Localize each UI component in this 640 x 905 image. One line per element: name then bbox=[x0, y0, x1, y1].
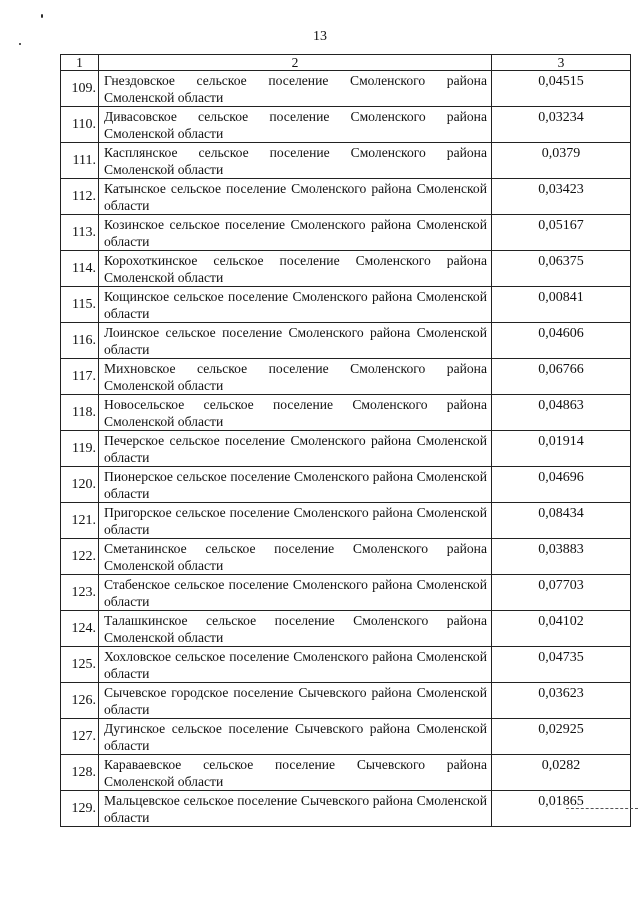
table-body bbox=[61, 71, 631, 827]
settlement-name-cell: Кощинское сельское поселение Смоленского района Смоленской области bbox=[99, 287, 492, 323]
row-number-cell: 117. bbox=[61, 359, 99, 395]
row-number-cell: 124. bbox=[61, 611, 99, 647]
table-row bbox=[61, 143, 631, 179]
row-number-cell: 126. bbox=[61, 683, 99, 719]
coefficient-value-cell: 0,04735 bbox=[492, 647, 631, 683]
row-number-cell: 110. bbox=[61, 107, 99, 143]
settlement-name-cell: Стабенское сельское поселение Смоленского района Смоленской области bbox=[99, 575, 492, 611]
coefficient-value-cell: 0,02925 bbox=[492, 719, 631, 755]
settlement-name-cell: Катынское сельское поселение Смоленского района Смоленской области bbox=[99, 179, 492, 215]
table-row bbox=[61, 323, 631, 359]
settlement-name-cell: Козинское сельское поселение Смоленского района Смоленской области bbox=[99, 215, 492, 251]
table-row bbox=[61, 791, 631, 827]
table-row bbox=[61, 755, 631, 791]
row-number-cell: 123. bbox=[61, 575, 99, 611]
settlement-name-cell: Михновское сельское поселение Смоленского района Смоленской области bbox=[99, 359, 492, 395]
settlement-name-cell: Дивасовское сельское поселение Смоленского района Смоленской области bbox=[99, 107, 492, 143]
row-number-cell: 119. bbox=[61, 431, 99, 467]
coefficient-value-cell: 0,04606 bbox=[492, 323, 631, 359]
table-row bbox=[61, 107, 631, 143]
settlement-name-cell: Дугинское сельское поселение Сычевского района Смоленской области bbox=[99, 719, 492, 755]
page-number: 13 bbox=[313, 29, 327, 44]
table-row bbox=[61, 719, 631, 755]
row-number-cell: 112. bbox=[61, 179, 99, 215]
coefficient-value-cell: 0,01865 bbox=[492, 791, 631, 827]
coefficient-value-cell: 0,04696 bbox=[492, 467, 631, 503]
coefficient-value-cell: 0,03623 bbox=[492, 683, 631, 719]
row-number-cell: 122. bbox=[61, 539, 99, 575]
row-number-cell: 118. bbox=[61, 395, 99, 431]
coefficient-value-cell: 0,03883 bbox=[492, 539, 631, 575]
settlement-name-cell: Гнездовское сельское поселение Смоленского района Смоленской области bbox=[99, 71, 492, 107]
allocation-table bbox=[60, 54, 631, 827]
scan-speck bbox=[19, 43, 21, 45]
table-row bbox=[61, 647, 631, 683]
settlement-name-cell: Сметанинское сельское поселение Смоленского района Смоленской области bbox=[99, 539, 492, 575]
coefficient-value-cell: 0,04515 bbox=[492, 71, 631, 107]
row-number-cell: 116. bbox=[61, 323, 99, 359]
row-number-cell: 109. bbox=[61, 71, 99, 107]
table-row bbox=[61, 467, 631, 503]
coefficient-value-cell: 0,05167 bbox=[492, 215, 631, 251]
column-header-name: 2 bbox=[99, 55, 492, 71]
table-header-row bbox=[61, 55, 631, 71]
table-row bbox=[61, 503, 631, 539]
table-row bbox=[61, 359, 631, 395]
coefficient-value-cell: 0,00841 bbox=[492, 287, 631, 323]
table-row bbox=[61, 287, 631, 323]
settlement-name-cell: Новосельское сельское поселение Смоленского района Смоленской области bbox=[99, 395, 492, 431]
row-number-cell: 120. bbox=[61, 467, 99, 503]
column-header-number: 1 bbox=[61, 55, 99, 71]
row-number-cell: 129. bbox=[61, 791, 99, 827]
settlement-name-cell: Пионерское сельское поселение Смоленского района Смоленской области bbox=[99, 467, 492, 503]
row-number-cell: 128. bbox=[61, 755, 99, 791]
table-row bbox=[61, 611, 631, 647]
settlement-name-cell: Хохловское сельское поселение Смоленского района Смоленской области bbox=[99, 647, 492, 683]
table-row bbox=[61, 395, 631, 431]
coefficient-value-cell: 0,04102 bbox=[492, 611, 631, 647]
coefficient-value-cell: 0,0282 bbox=[492, 755, 631, 791]
row-number-cell: 127. bbox=[61, 719, 99, 755]
coefficient-value-cell: 0,04863 bbox=[492, 395, 631, 431]
table-row bbox=[61, 215, 631, 251]
table-row bbox=[61, 575, 631, 611]
coefficient-value-cell: 0,03423 bbox=[492, 179, 631, 215]
settlement-name-cell: Караваевское сельское поселение Сычевского района Смоленской области bbox=[99, 755, 492, 791]
margin-mark bbox=[566, 808, 638, 810]
column-header-value: 3 bbox=[492, 55, 631, 71]
row-number-cell: 114. bbox=[61, 251, 99, 287]
scan-speck bbox=[41, 14, 43, 18]
table-row bbox=[61, 539, 631, 575]
row-number-cell: 115. bbox=[61, 287, 99, 323]
row-number-cell: 125. bbox=[61, 647, 99, 683]
row-number-cell: 111. bbox=[61, 143, 99, 179]
table-row bbox=[61, 251, 631, 287]
settlement-name-cell: Касплянское сельское поселение Смоленского района Смоленской области bbox=[99, 143, 492, 179]
coefficient-value-cell: 0,06766 bbox=[492, 359, 631, 395]
settlement-name-cell: Мальцевское сельское поселение Сычевского района Смоленской области bbox=[99, 791, 492, 827]
row-number-cell: 121. bbox=[61, 503, 99, 539]
coefficient-value-cell: 0,07703 bbox=[492, 575, 631, 611]
settlement-name-cell: Печерское сельское поселение Смоленского района Смоленской области bbox=[99, 431, 492, 467]
row-number-cell: 113. bbox=[61, 215, 99, 251]
table-row bbox=[61, 179, 631, 215]
settlement-name-cell: Сычевское городское поселение Сычевского района Смоленской области bbox=[99, 683, 492, 719]
table-row bbox=[61, 431, 631, 467]
settlement-name-cell: Лоинское сельское поселение Смоленского района Смоленской области bbox=[99, 323, 492, 359]
settlement-name-cell: Корохоткинское сельское поселение Смоленского района Смоленской области bbox=[99, 251, 492, 287]
settlement-name-cell: Талашкинское сельское поселение Смоленского района Смоленской области bbox=[99, 611, 492, 647]
table-row bbox=[61, 683, 631, 719]
coefficient-value-cell: 0,06375 bbox=[492, 251, 631, 287]
coefficient-value-cell: 0,08434 bbox=[492, 503, 631, 539]
coefficient-value-cell: 0,01914 bbox=[492, 431, 631, 467]
coefficient-value-cell: 0,03234 bbox=[492, 107, 631, 143]
coefficient-value-cell: 0,0379 bbox=[492, 143, 631, 179]
table-row bbox=[61, 71, 631, 107]
settlement-name-cell: Пригорское сельское поселение Смоленского района Смоленской области bbox=[99, 503, 492, 539]
